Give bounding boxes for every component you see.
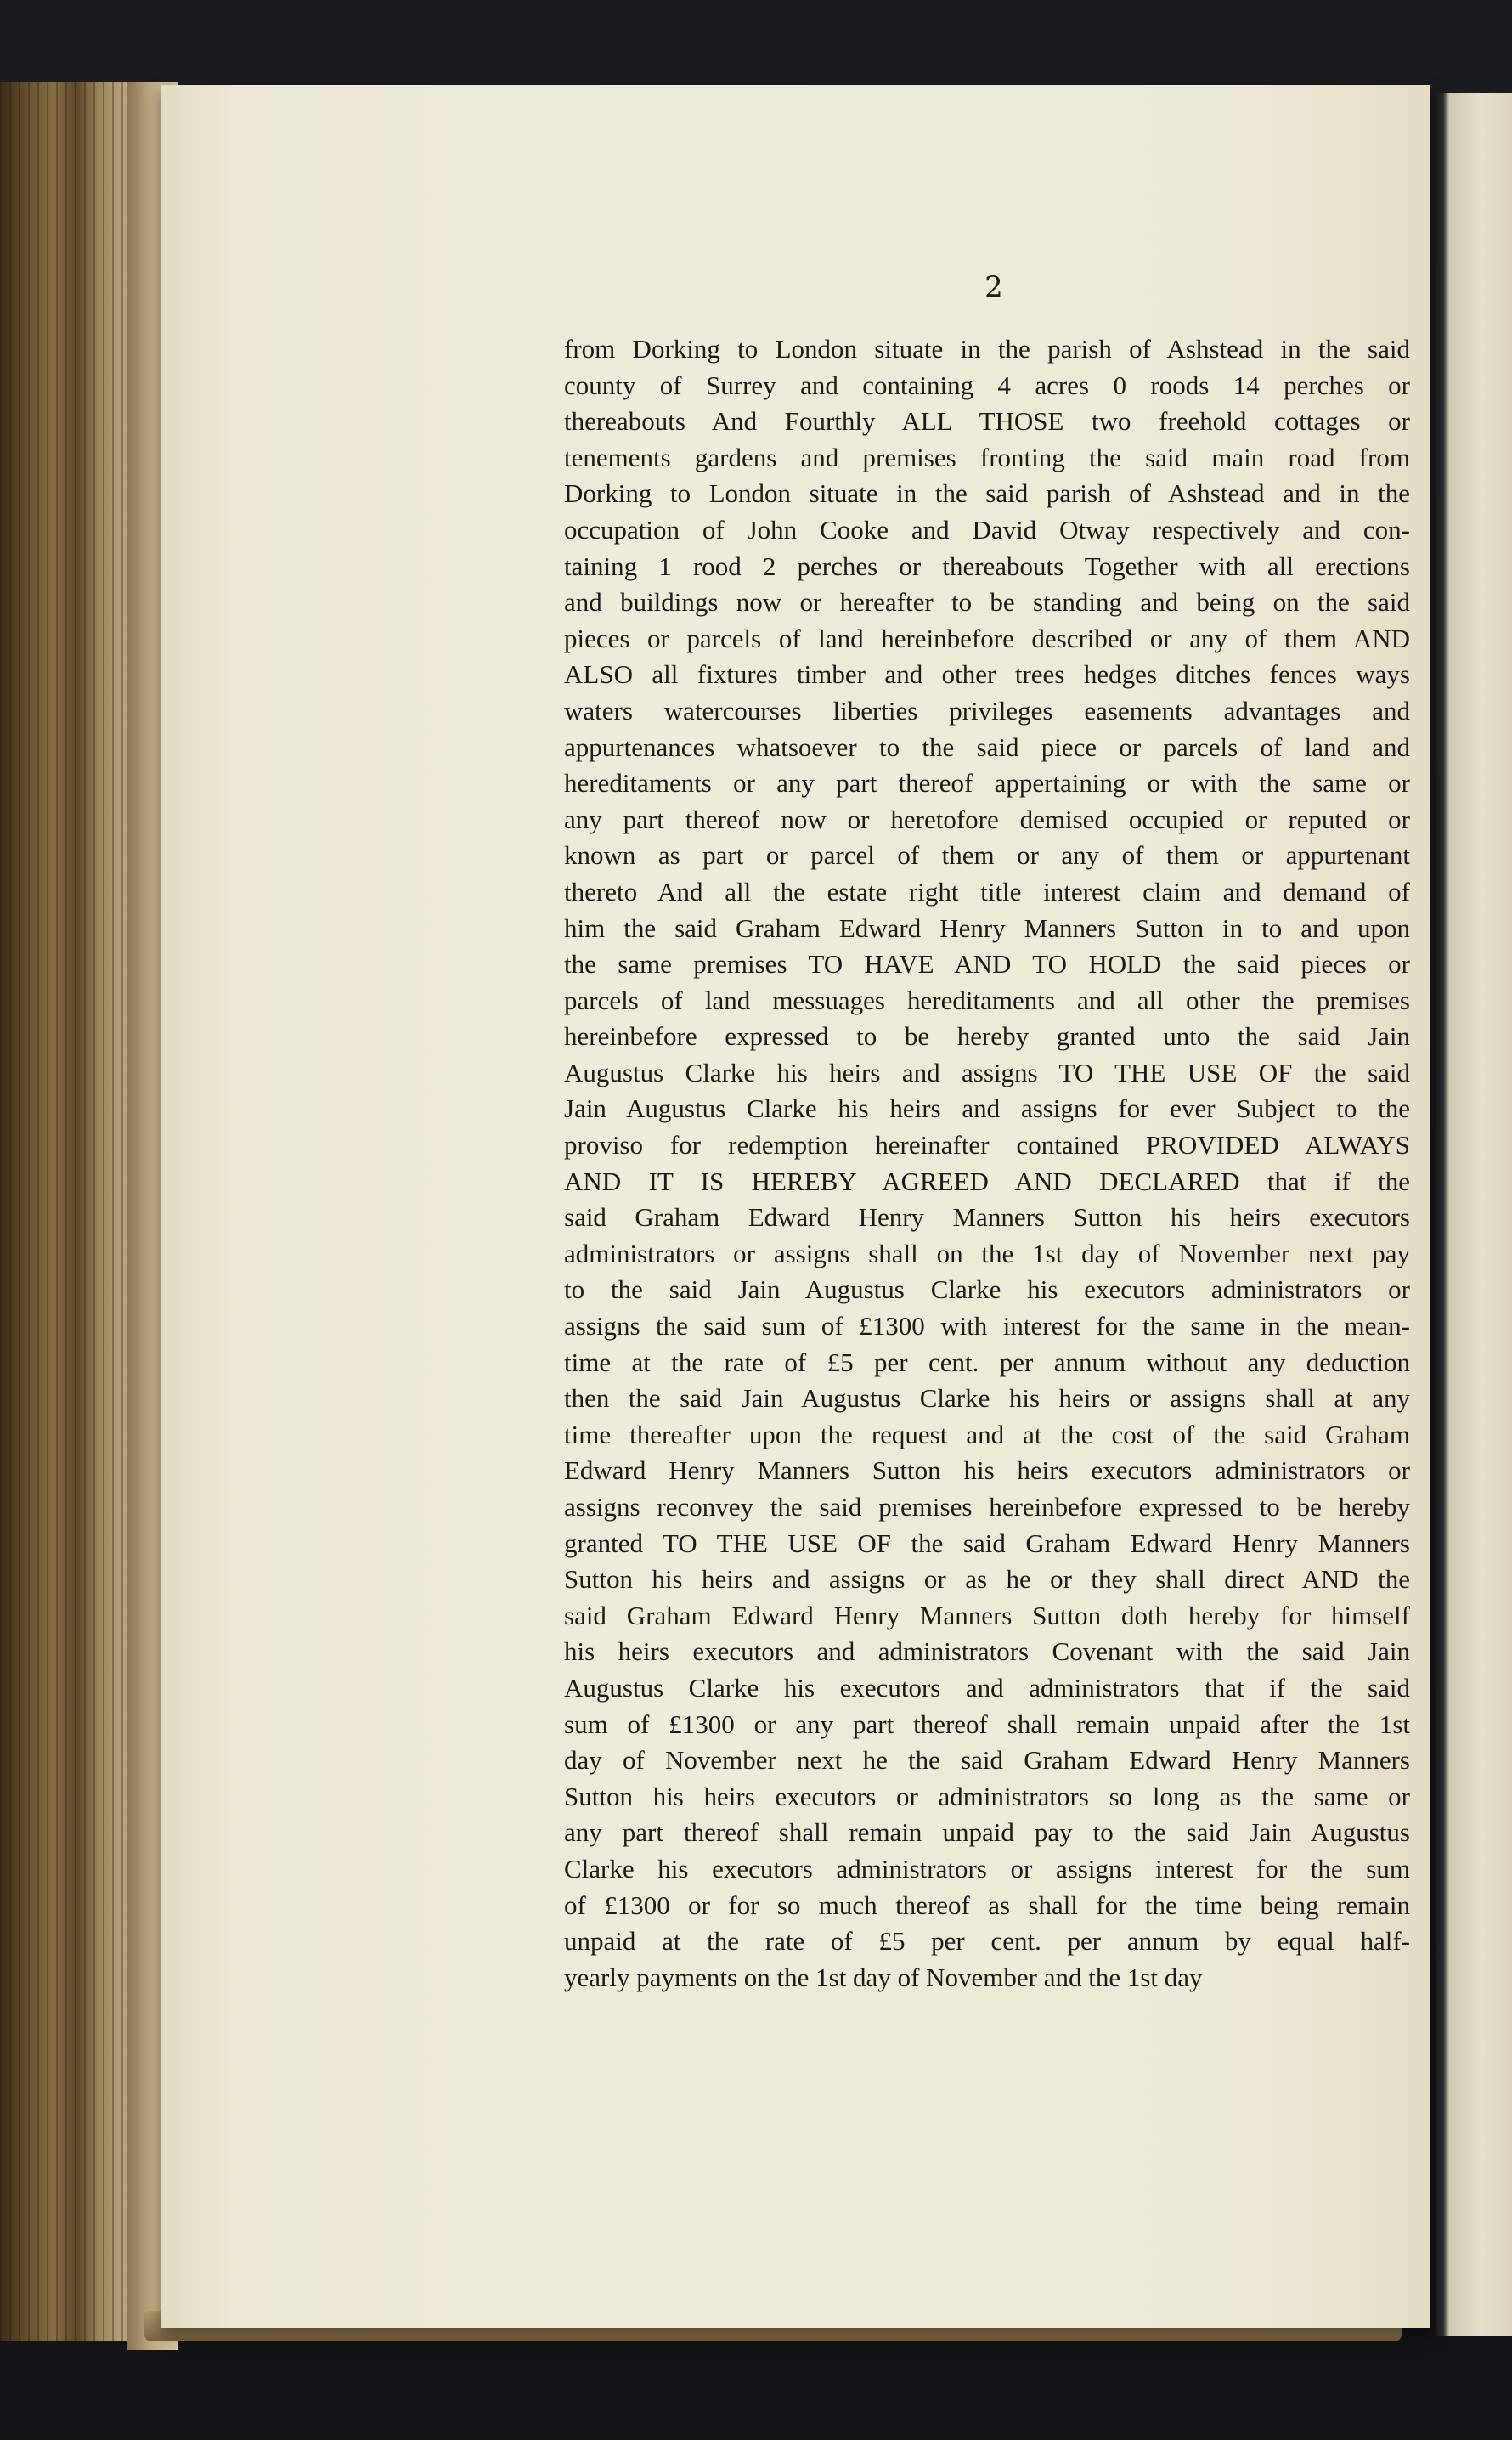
text-line: day of November next he the said Graham Edward Henry Manners — [564, 1745, 1410, 1776]
text-line: pieces or parcels of land hereinbefore described or any of them AND — [564, 623, 1410, 653]
text-line: and buildings now or hereafter to be standing and being on the said — [564, 587, 1410, 618]
text-line: to the said Jain Augustus Clarke his executors administrators or — [564, 1274, 1410, 1305]
text-line: unpaid at the rate of £5 per cent. per annum by equal half- — [564, 1926, 1410, 1957]
text-line: time thereafter upon the request and at the cost of the said Graham — [564, 1419, 1410, 1449]
text-line: assigns the said sum of £1300 with interest for the same in the mean- — [564, 1311, 1410, 1341]
page-number: 2 — [984, 270, 1003, 304]
text-line: thereabouts And Fourthly ALL THOSE two freehold cottages or — [564, 406, 1410, 437]
text-line: thereto And all the estate right title interest claim and demand of — [564, 876, 1410, 907]
text-line: hereinbefore expressed to be hereby granted unto the said Jain — [564, 1021, 1410, 1052]
text-line: the same premises TO HAVE AND TO HOLD the said pieces or — [564, 949, 1410, 980]
text-line: of £1300 or for so much thereof as shall for the time being remain — [564, 1889, 1410, 1920]
text-line: said Graham Edward Henry Manners Sutton doth hereby for himself — [564, 1600, 1410, 1630]
text-line: time at the rate of £5 per cent. per annum without any deduction — [564, 1347, 1410, 1377]
text-line: occupation of John Cooke and David Otway respectively and con- — [564, 514, 1410, 545]
text-line: AND IT IS HEREBY AGREED AND DECLARED that if the — [564, 1166, 1410, 1196]
text-line: Jain Augustus Clarke his heirs and assigns for ever Subject to the — [564, 1093, 1410, 1124]
text-line: proviso for redemption hereinafter contained PROVIDED ALWAYS — [564, 1130, 1410, 1161]
text-line: any part thereof shall remain unpaid pay to the said Jain Augustus — [564, 1817, 1410, 1848]
text-line: from Dorking to London situate in the parish of Ashstead in the said — [564, 334, 1410, 364]
text-line: hereditaments or any part thereof appertaining or with the same or — [564, 768, 1410, 799]
facing-page-edge — [1436, 93, 1512, 2336]
text-line: yearly payments on the 1st day of November and the 1st day — [564, 1962, 1203, 1992]
text-line: Sutton his heirs executors or administrators so long as the same or — [564, 1781, 1410, 1811]
text-line: county of Surrey and containing 4 acres 0 roods 14 perches or — [564, 370, 1410, 400]
deed-body-text — [564, 331, 1410, 1996]
text-line: any part thereof now or heretofore demised occupied or reputed or — [564, 804, 1410, 834]
text-line: Clarke his executors administrators or assigns interest for the sum — [564, 1853, 1410, 1884]
text-line: assigns reconvey the said premises hereinbefore expressed to be hereby — [564, 1492, 1410, 1522]
text-line: Sutton his heirs and assigns or as he or they shall direct AND the — [564, 1564, 1410, 1595]
text-line: then the said Jain Augustus Clarke his heirs or assigns shall at any — [564, 1383, 1410, 1414]
text-line: administrators or assigns shall on the 1st day of November next pay — [564, 1238, 1410, 1268]
text-line: Augustus Clarke his heirs and assigns TO THE USE OF the said — [564, 1057, 1410, 1087]
text-line: said Graham Edward Henry Manners Sutton his heirs executors — [564, 1202, 1410, 1233]
text-line: appurtenances whatsoever to the said piece or parcels of land and — [564, 731, 1410, 762]
text-line: him the said Graham Edward Henry Manners Sutton in to and upon — [564, 912, 1410, 943]
text-line: Augustus Clarke his executors and administrators that if the said — [564, 1672, 1410, 1703]
text-line: waters watercourses liberties privileges easements advantages and — [564, 695, 1410, 726]
text-line: parcels of land messuages hereditaments and all other the premises — [564, 985, 1410, 1015]
text-line: sum of £1300 or any part thereof shall remain unpaid after the 1st — [564, 1709, 1410, 1739]
text-line: Edward Henry Manners Sutton his heirs executors administrators or — [564, 1455, 1410, 1486]
text-line: his heirs executors and administrators Covenant with the said Jain — [564, 1636, 1410, 1667]
text-line: ALSO all fixtures timber and other trees hedges ditches fences ways — [564, 659, 1410, 690]
text-line: tenements gardens and premises fronting the said main road from — [564, 442, 1410, 472]
text-line: granted TO THE USE OF the said Graham Edward Henry Manners — [564, 1528, 1410, 1558]
text-line: taining 1 rood 2 perches or thereabouts Together with all erections — [564, 551, 1410, 581]
text-line: known as part or parcel of them or any of them or appurtenant — [564, 840, 1410, 871]
text-line: Dorking to London situate in the said parish of Ashstead and in the — [564, 478, 1410, 509]
